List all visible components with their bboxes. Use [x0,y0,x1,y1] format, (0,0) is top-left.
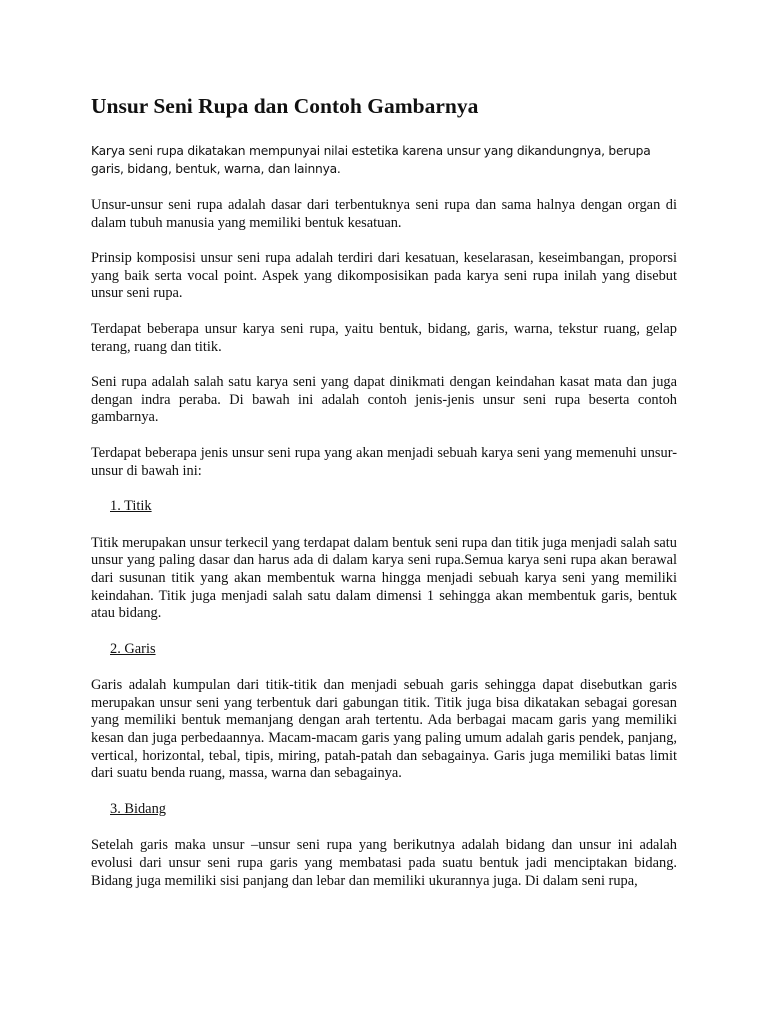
section-heading-text: 3. Bidang [110,800,166,817]
section-heading-bidang [110,801,677,819]
document-page [91,92,677,908]
section-text-titik: Titik merupakan unsur terkecil yang terdapat dalam bentuk seni rupa dan titik juga menjadi salah satu unsur yang paling dasar dan harus ada di dalam karya seni rupa.Semua karya seni rupa akan berawal dari susunan titik yang akan membentuk warna hingga menjadi sebuah karya seni yang memiliki keindahan. Titik juga menjadi salah satu dalam dimensi 1 sehingga akan membentuk garis, bentuk atau bidang. [91,534,677,622]
paragraph-prinsip: Prinsip komposisi unsur seni rupa adalah terdiri dari kesatuan, keselarasan, keseimbangan, proporsi yang baik serta vocal point. Aspek yang dikomposisikan pada karya seni rupa inilah yang disebut unsur seni rupa. [91,250,677,302]
paragraph-beberapa-unsur: Terdapat beberapa unsur karya seni rupa, yaitu bentuk, bidang, garis, warna, tekstur ruang, gelap terang, ruang dan titik. [91,320,677,355]
paragraph-jenis: Terdapat beberapa jenis unsur seni rupa yang akan menjadi sebuah karya seni yang memenuhi unsur-unsur di bawah ini: [91,444,677,479]
paragraph-unsur: Unsur-unsur seni rupa adalah dasar dari terbentuknya seni rupa dan sama halnya dengan organ di dalam tubuh manusia yang memiliki bentuk kesatuan. [91,197,677,231]
section-text-garis: Garis adalah kumpulan dari titik-titik dan menjadi sebuah garis sehingga dapat disebutkan garis merupakan unsur seni yang terbentuk dari gabungan titik. Titik juga bisa dikatakan sebagai goresan yang memiliki bentuk memanjang dengan arah tertentu. Ada berbagai macam garis yang memiliki kesan dan juga perbedaannya. Macam-macam garis yang paling umum adalah garis pendek, panjang, vertical, horizontal, tebal, tipis, miring, patah-patah dan sebagainya. Garis juga memiliki batas limit dari suatu benda ruang, massa, warna dan sebagainya. [91,677,677,782]
section-heading-text: 1. Titik [110,498,152,515]
section-heading-text: 2. Garis [110,640,156,657]
section-heading-garis [110,641,677,659]
section-text-bidang: Setelah garis maka unsur –unsur seni rupa yang berikutnya adalah bidang dan unsur ini adalah evolusi dari unsur seni rupa garis yang membatasi pada suatu bentuk jadi menciptakan bidang. Bidang juga memiliki sisi panjang dan lebar dan memiliki ukurannya juga. Di dalam seni rupa, [91,837,677,889]
section-heading-titik [110,498,677,516]
intro-text: Karya seni rupa dikatakan mempunyai nilai estetika karena unsur yang dikandungnya, berupa garis, bidang, bentuk, warna, dan lainnya. [91,144,651,176]
paragraph-seni-rupa: Seni rupa adalah salah satu karya seni yang dapat dinikmati dengan keindahan kasat mata dan juga dengan indra peraba. Di bawah ini adalah contoh jenis-jenis unsur seni rupa beserta contoh gambarnya. [91,374,677,426]
document-title: Unsur Seni Rupa dan Contoh Gambarnya [91,94,479,118]
